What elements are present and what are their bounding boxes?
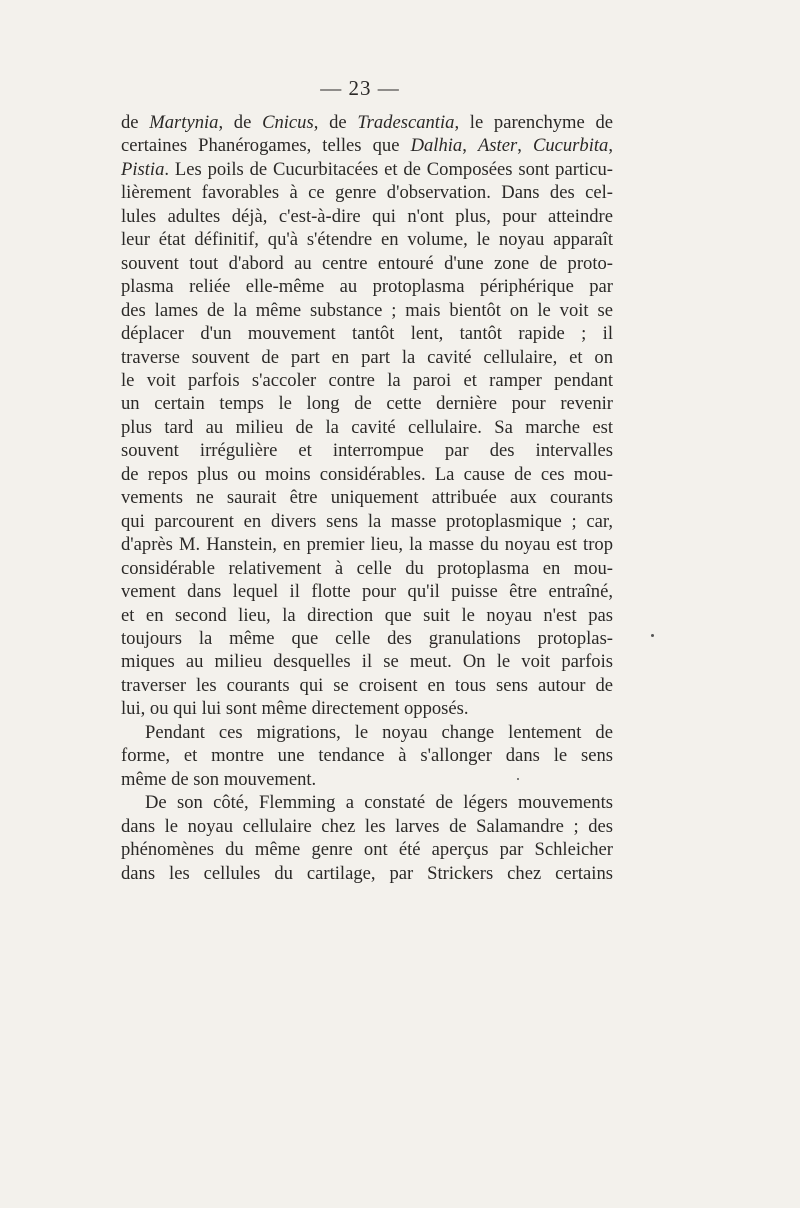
text-line: dans les cellules du cartilage, par Strickers chez certains [121,862,613,884]
text-line: déplacer d'un mouvement tantôt lent, tantôt rapide ; il [121,323,613,345]
text-line: forme, et montre une tendance à s'allonger dans le sens [121,745,613,767]
text-line: même de son mouvement. [121,768,317,790]
paper-speck [517,778,519,780]
text-line: qui parcourent en divers sens la masse protoplasmique ; car, [121,510,613,532]
text-line: souvent irrégulière et interrompue par des intervalles [121,440,613,462]
italic-term: Dalhia [410,135,463,157]
text-line: Pendant ces migrations, le noyau change lentement de [145,721,613,743]
paragraph-3 [121,791,613,885]
text-line: et en second lieu, la direction que suit le noyau n'est pas [121,604,613,626]
text-line: un certain temps le long de cette dernière pour revenir [121,393,613,415]
text-line: Pistia. Les poils de Cucurbitacées et de Composées sont particu- [121,158,613,180]
italic-term: Pistia [121,158,165,180]
text-line: phénomènes du même genre ont été aperçus par Schleicher [121,839,613,861]
text-line: traverser les courants qui se croisent en tous sens autour de [121,674,613,696]
text-line: De son côté, Flemming a constaté de légers mouvements [145,792,613,814]
text-line: leur état définitif, qu'à s'étendre en volume, le noyau apparaît [121,229,613,251]
text-line: certaines Phanérogames, telles que Dalhia, Aster, Cucurbita, [121,135,614,157]
text-line: plasma reliée elle-même au protoplasma périphérique par [121,276,613,298]
italic-term: Cnicus [262,112,314,133]
text-line: dans le noyau cellulaire chez les larves de Salamandre ; des [121,815,613,837]
text-line: de repos plus ou moins considérables. La cause de ces mou- [121,463,613,485]
text-line: considérable relativement à celle du protoplasma en mou- [121,557,613,579]
text-line: lules adultes déjà, c'est-à-dire qui n'ont plus, pour atteindre [121,205,613,227]
text-line: traverse souvent de part en part la cavité cellulaire, et on [121,346,613,368]
italic-term: Martynia [149,112,219,133]
page-number: — 23 — [320,76,400,100]
text-line: de Martynia, de Cnicus, de Tradescantia, le parenchyme de [121,112,614,133]
text-line: toujours la même que celle des granulations protoplas- [121,627,613,649]
text-line: d'après M. Hanstein, en premier lieu, la masse du noyau est trop [121,534,613,556]
text-line: le voit parfois s'accoler contre la paroi et ramper pendant [121,369,613,391]
text-line: lièrement favorables à ce genre d'observation. Dans des cel- [121,182,613,204]
text-line: souvent tout d'abord au centre entouré d'une zone de proto- [121,252,613,274]
paragraph-2 [121,721,613,791]
italic-term: Cucurbita [532,135,609,157]
text-line: plus tard au milieu de la cavité cellulaire. Sa marche est [121,416,613,438]
text-line: miques au milieu desquelles il se meut. On le voit parfois [121,651,613,673]
text-line: vements ne saurait être uniquement attribuée aux courants [121,487,613,509]
text-line: lui, ou qui lui sont même directement opposés. [121,698,469,720]
paragraph-1 [121,111,613,721]
italic-term: Tradescantia [357,112,455,133]
italic-term: Aster [477,135,518,157]
text-line: des lames de la même substance ; mais bientôt on le voit se [121,299,613,321]
paper-speck [651,634,654,637]
text-line: vement dans lequel il flotte pour qu'il puisse être entraîné, [121,581,613,603]
body-text [121,111,613,885]
